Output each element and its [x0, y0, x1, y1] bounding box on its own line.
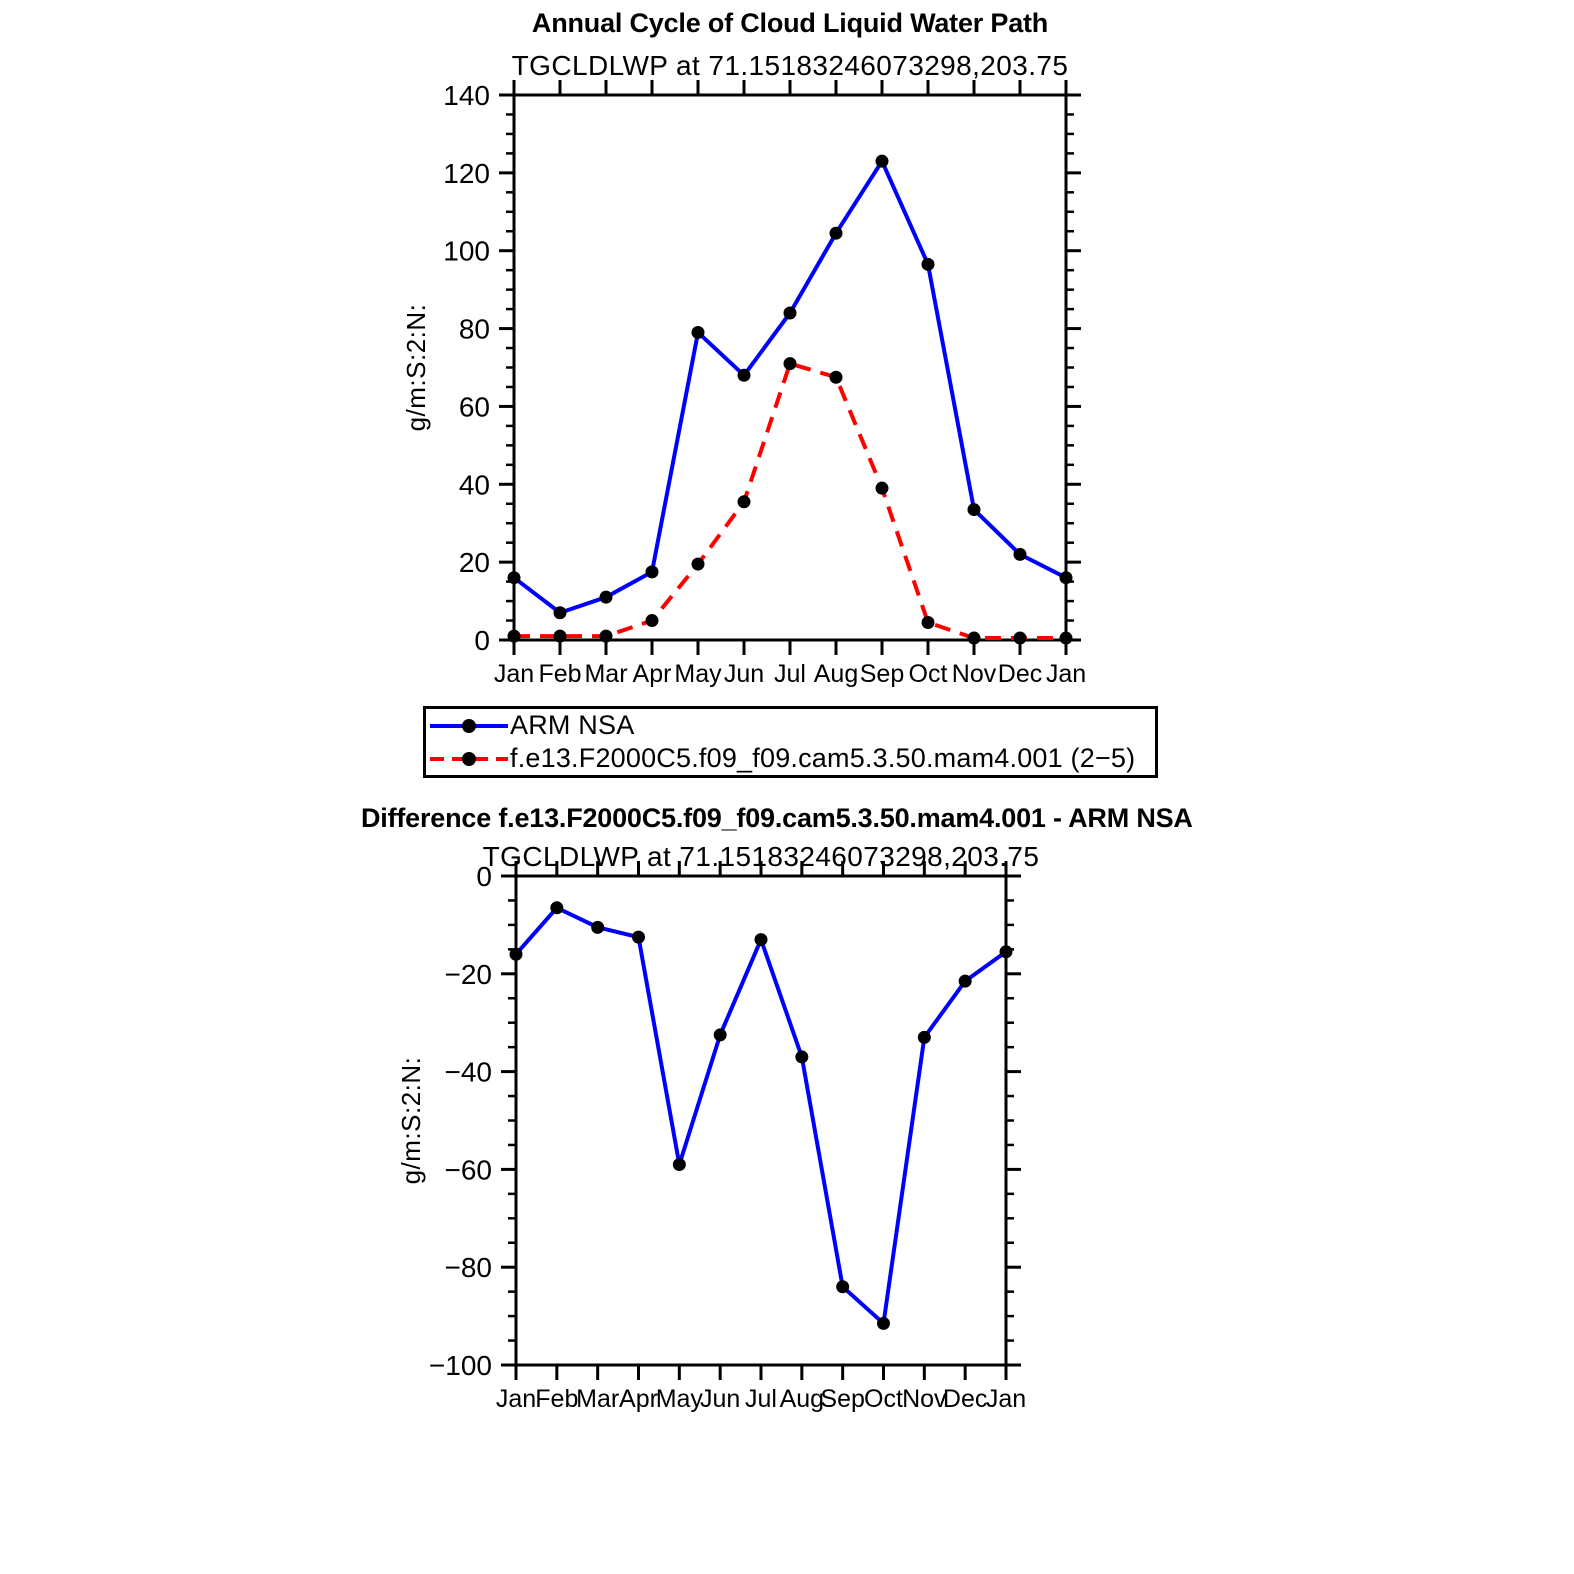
- x-tick-label: Jan: [493, 660, 535, 688]
- x-tick-label: Jul: [745, 1385, 777, 1413]
- data-point-marker: [673, 1158, 686, 1171]
- chart2-subtitle: TGCLDLWP at 71.15183246073298,203.75: [482, 841, 1040, 872]
- data-point-marker: [550, 901, 563, 914]
- x-tick-label: Jun: [723, 660, 765, 688]
- x-tick-label: Dec: [997, 660, 1043, 688]
- y-axis-label: g/m:S:2:N:: [396, 1056, 426, 1185]
- x-tick-label: Feb: [538, 660, 582, 688]
- x-tick-label: Oct: [908, 660, 948, 688]
- y-tick-label: 140: [443, 80, 490, 111]
- chart1-title: Annual Cycle of Cloud Liquid Water Path: [531, 8, 1049, 38]
- x-tick-label: Nov: [902, 1385, 947, 1413]
- x-tick-label: Jan: [1045, 660, 1087, 688]
- x-tick-label: Dec: [942, 1385, 988, 1413]
- x-tick-label: Aug: [779, 1385, 825, 1413]
- y-tick-label: 100: [443, 235, 490, 267]
- data-point-marker: [795, 1050, 808, 1063]
- x-tick-label: Sep: [859, 660, 905, 688]
- y-tick-label: 20: [458, 547, 490, 579]
- y-tick-label: −100: [428, 1350, 492, 1381]
- y-tick-label: 40: [458, 469, 490, 501]
- y-tick-label: −60: [444, 1154, 492, 1186]
- x-tick-label: May: [674, 660, 722, 688]
- data-point-marker: [959, 975, 972, 988]
- data-point-marker: [1000, 945, 1013, 958]
- x-tick-label: Oct: [864, 1385, 903, 1413]
- data-point-marker: [877, 1317, 890, 1330]
- y-tick-label: −80: [444, 1252, 492, 1284]
- y-tick-label: −40: [444, 1056, 492, 1088]
- legend-label-arm-nsa: ARM NSA: [510, 710, 635, 740]
- data-point-marker: [714, 1028, 727, 1041]
- y-tick-label: 60: [458, 391, 490, 423]
- y-tick-label: 80: [458, 313, 490, 345]
- x-tick-label: Jul: [774, 660, 806, 688]
- data-point-marker: [755, 933, 768, 946]
- x-tick-label: Nov: [951, 660, 997, 688]
- data-point-marker: [836, 1280, 849, 1293]
- x-tick-label: Apr: [632, 660, 672, 688]
- y-tick-label: 0: [474, 625, 490, 656]
- data-point-marker: [591, 921, 604, 934]
- x-tick-label: Sep: [820, 1385, 865, 1413]
- y-tick-label: 120: [443, 157, 490, 189]
- x-tick-label: Apr: [619, 1385, 658, 1413]
- x-tick-label: Jan: [495, 1385, 537, 1413]
- x-tick-label: Mar: [576, 1385, 620, 1413]
- x-tick-label: Aug: [813, 660, 859, 688]
- chart1-subtitle: TGCLDLWP at 71.15183246073298,203.75: [511, 50, 1069, 81]
- y-axis-label: g/m:S:2:N:: [401, 303, 431, 432]
- plot-frame: [516, 876, 1006, 1365]
- data-point-marker: [918, 1031, 931, 1044]
- x-tick-label: Jan: [985, 1385, 1027, 1413]
- x-tick-label: Mar: [584, 660, 628, 688]
- legend-label-model: f.e13.F2000C5.f09_f09.cam5.3.50.mam4.001 (2−5): [510, 743, 1136, 773]
- x-tick-label: Jun: [700, 1385, 741, 1413]
- series-line-0: [516, 908, 1006, 1324]
- x-tick-label: Feb: [535, 1385, 579, 1413]
- x-tick-label: May: [655, 1385, 703, 1413]
- data-point-marker: [510, 948, 523, 961]
- y-tick-label: 0: [476, 861, 492, 892]
- chart2-title: Difference f.e13.F2000C5.f09_f09.cam5.3.50.mam4.001 - ARM NSA: [361, 803, 1193, 833]
- y-tick-label: −20: [444, 958, 492, 990]
- data-point-marker: [632, 931, 645, 944]
